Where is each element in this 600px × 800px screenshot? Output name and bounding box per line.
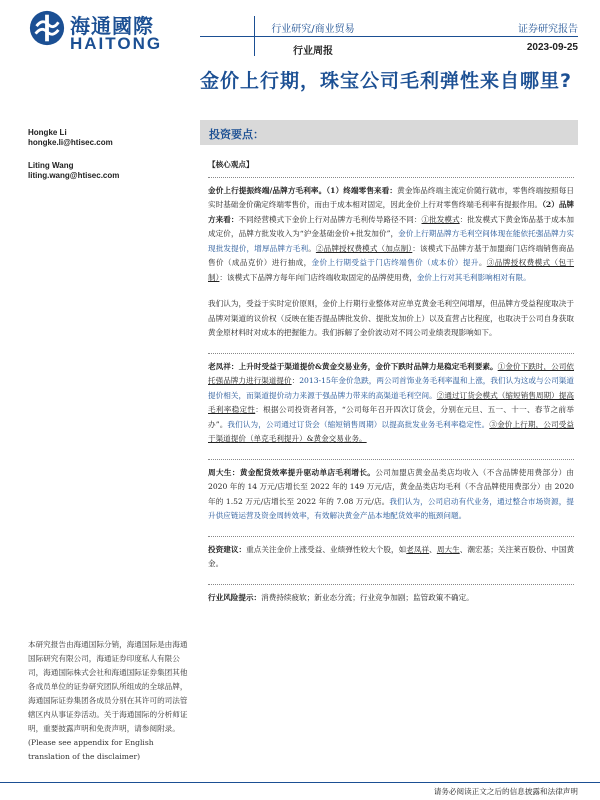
logo-text-en: HAITONG bbox=[70, 34, 163, 53]
dotted-divider bbox=[208, 459, 574, 460]
document-type: 证券研究报告 bbox=[518, 24, 578, 35]
section-title: 投资要点： bbox=[209, 128, 264, 141]
dotted-divider bbox=[208, 177, 574, 178]
report-body bbox=[208, 158, 574, 617]
page-header bbox=[0, 0, 600, 62]
report-category: 行业研究/商业贸易 bbox=[271, 24, 355, 35]
paragraph-gold-price-margin: 金价上行提振终端/品牌方毛利率。（1）终端零售来看：黄金饰品终端主流定价随行就市，零售终端按照每日实时基础金价确定终端零售价，而由于成本相对固定，因此金价上行对零售终端毛利率有提振作用。（2）品牌方来看：不同经营模式下金价上行对品牌方毛利传导路径不同：①批发模式：批发模式下黄金饰品基于成本加成定价，品牌方批发收入为“沪金基础金价+批发加价”，金价上行期品牌方毛利空间体现在能依托强品牌力实现批发提价，增厚品牌方毛利。②品牌授权费模式（加点制）：该模式下品牌方基于加盟商门店终端销售商品售价（成品克价）进行抽成，金价上行期受益于门店终端售价（成本价）提升。③品牌授权费模式（包干制）：该模式下品牌方每年向门店终端收取固定的品牌使用费，金价上行对其毛利影响相对有限。 bbox=[208, 185, 575, 282]
author-entry bbox=[28, 128, 193, 148]
dotted-divider bbox=[208, 536, 574, 537]
footer-notice: 请务必阅读正文之后的信息披露和法律声明 bbox=[433, 787, 578, 796]
footer-rule bbox=[0, 782, 600, 783]
section-header bbox=[200, 120, 578, 145]
author-email[interactable]: liting.wang@htisec.com bbox=[28, 171, 120, 180]
author-list bbox=[28, 128, 193, 194]
report-title: 金价上行期，珠宝公司毛利弹性来自哪里? bbox=[200, 70, 573, 92]
logo-text-cn: 海通國際 bbox=[70, 14, 154, 38]
dotted-divider bbox=[208, 584, 574, 585]
core-view-label: 【核心观点】 bbox=[208, 160, 254, 169]
author-name: Liting Wang bbox=[28, 161, 74, 170]
report-type: 行业周报 bbox=[293, 46, 333, 57]
paragraph-our-view: 我们认为，受益于实时定价原则，金价上行期行业整体对应单克黄金毛利空间增厚，但品牌方受益程度取决于品牌对渠道的议价权（反映在能否提品牌批发价、提批发加价上）以及直营占比程度，也取决于公司自身获取黄金原材料时对成本的把握能力。我们拆解了金价波动对不同公司业绩表现影响如下。 bbox=[208, 299, 574, 337]
paragraph-risk-warning: 行业风险提示：消费持续疲软；新业态分流；行业竞争加剧；监管政策不确定。 bbox=[208, 592, 474, 602]
header-rule bbox=[200, 36, 578, 37]
haitong-logo-icon bbox=[28, 9, 66, 47]
distribution-disclaimer: 本研究报告由海通国际分销，海通国际是由海通国际研究有限公司，海通证券印度私人有限公司，海通国际株式会社和海通国际证券集团其他各成员单位的证券研究团队所组成的全球品牌，海通国际证券集团各成员分别在其许可的司法管辖区内从事证券活动。关于海通国际的分析师证明，重要披露声明和免责声明，请参阅附录。(Please see appendix for English translation of the disclaimer) bbox=[28, 640, 188, 761]
dotted-divider bbox=[208, 353, 574, 354]
paragraph-laofengxiang: 老凤祥：上升时受益于渠道提价&黄金交易业务，金价下跌时品牌力是稳定毛利要素。①金价下跌时，公司依托强品牌力进行渠道提价：2013-15年金价急跌，两公司首饰业务毛利率温和上涨，我们认为这或与公司渠道提价相关，而渠道提价动力来源于强品牌力带来的高渠道毛利空间。②通过订货会模式（缩短销售周期）提高毛利率稳定性：根据公司投资者问答，“公司每年召开四次订货会，分别在元旦、五一、十一、春节之前举办”。我们认为，公司通过订货会（缩短销售周期）以提高批发业务毛利率稳定性。③金价上行期，公司受益于渠道提价（单克毛利提升）&黄金交易业务。 bbox=[208, 361, 575, 443]
author-entry bbox=[28, 161, 193, 181]
paragraph-investment-advice: 投资建议：重点关注金价上涨受益、业绩弹性较大个股，如老凤祥、周大生、潮宏基；关注莱百股份、中国黄金。 bbox=[208, 544, 575, 568]
paragraph-chowtaiseng: 周大生：黄金配货效率提升驱动单店毛利增长。公司加盟店黄金品类店均收入（不含品牌使用费部分）由 2020 年的 14 万元/店增长至 2022 年的 149 万元/店，黄金品类店均毛利（不含品牌使用费部分）由 2020 年的 1.52 万元/店增长至 2022 年的 7.08 万元/店。我们认为，公司启动有代业务，通过整合市场资源，提升供应链运营及资金周转效率，有效解决黄金产品本地配货效率的瓶颈问题。 bbox=[208, 467, 575, 520]
author-email[interactable]: hongke.li@htisec.com bbox=[28, 138, 113, 147]
author-name: Hongke Li bbox=[28, 128, 67, 137]
report-date: 2023-09-25 bbox=[526, 42, 578, 53]
